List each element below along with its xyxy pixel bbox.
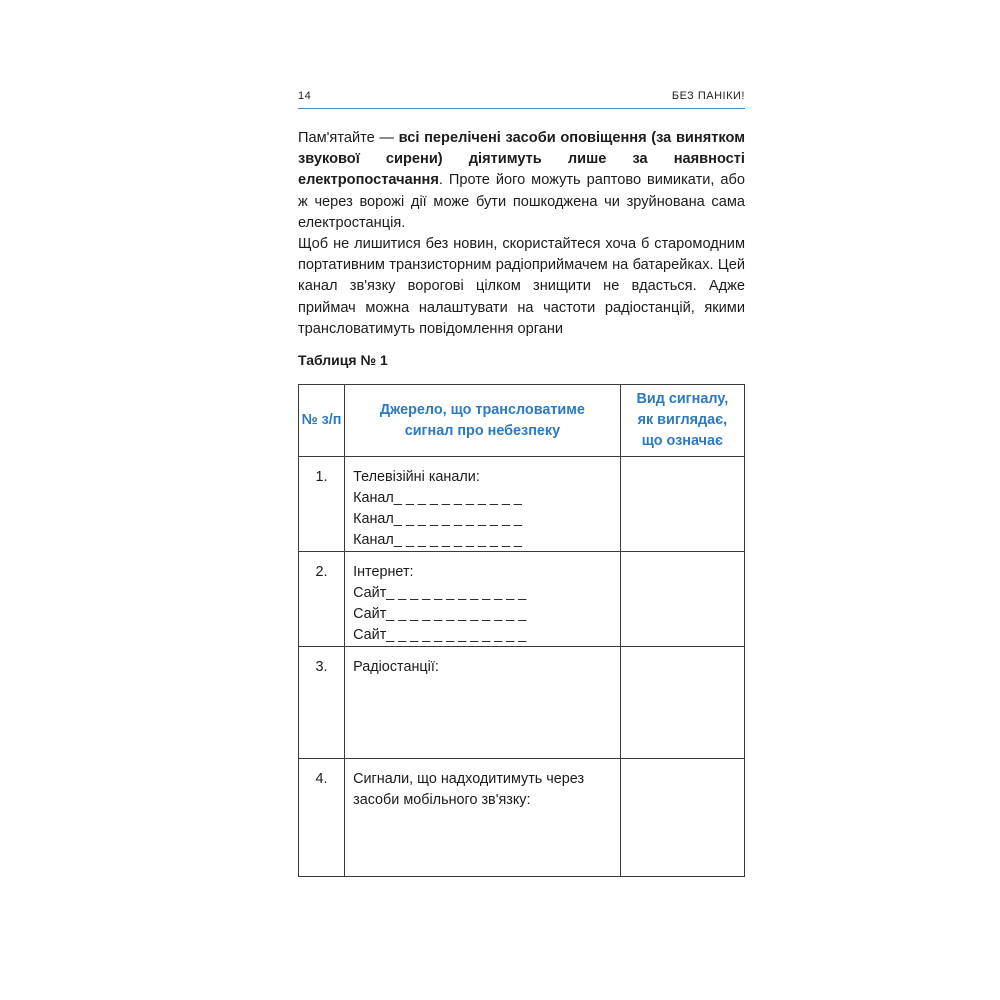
running-header — [298, 88, 745, 106]
row-signal — [620, 552, 744, 647]
table-row — [299, 552, 745, 647]
paragraph-1: Пам'ятайте — всі перелічені засоби оповіщення (за винятком звукової сирени) діятимуть лише за наявності електропостачання. Проте його можуть раптово вимикати, або ж через ворожі дії може бути пошкоджена чи зруйнована сама електростанція. — [298, 130, 745, 231]
row-number: 2. — [299, 552, 345, 647]
row-source: Інтернет: Сайт_ _ _ _ _ _ _ _ _ _ _ _ Сайт_ _ _ _ _ _ _ _ _ _ _ _ Сайт_ _ _ _ _ _ _ _ _ _ _ _ — [345, 552, 621, 647]
row-signal — [620, 647, 744, 759]
row-number: 3. — [299, 647, 345, 759]
table-header-row — [299, 385, 745, 457]
row-source: Телевізійні канали: Канал_ _ _ _ _ _ _ _ _ _ _ Канал_ _ _ _ _ _ _ _ _ _ _ Канал_ _ _ _ _ _ _ _ _ _ _ — [345, 457, 621, 552]
table-row — [299, 457, 745, 552]
header-rule — [298, 108, 745, 109]
row-number: 1. — [299, 457, 345, 552]
header-signal: Вид сигналу, як виглядає, що означає — [620, 385, 744, 457]
table-row — [299, 759, 745, 877]
table-caption: Таблиця № 1 — [298, 352, 388, 368]
row-signal — [620, 759, 744, 877]
table-row — [299, 647, 745, 759]
paragraph-2: Щоб не лишитися без новин, скористайтеся хоча б старомодним портативним транзисторним радіоприймачем на батарейках. Цей канал зв'язку ворогові цілком знищити не вдасться. Адже приймач можна налаштувати на частоти радіостанцій, якими трансловатимуть повідомлення органи — [298, 236, 745, 337]
book-page — [298, 88, 745, 106]
body-text — [298, 128, 745, 340]
row-number: 4. — [299, 759, 345, 877]
header-source: Джерело, що трансловатиме сигнал про небезпеку — [345, 385, 621, 457]
header-num: № з/п — [299, 385, 345, 457]
bold-warning: всі перелічені засоби оповіщення (за винятком звукової сирени) діятимуть лише за наявності електропостачання — [298, 130, 745, 189]
page-number: 14 — [298, 90, 312, 102]
row-signal — [620, 457, 744, 552]
sources-table — [298, 384, 745, 877]
row-source: Радіостанції: — [345, 647, 621, 759]
book-title: БЕЗ ПАНІКИ! — [671, 90, 745, 102]
row-source: Сигнали, що надходитимуть через засоби мобільного зв'язку: — [345, 759, 621, 877]
